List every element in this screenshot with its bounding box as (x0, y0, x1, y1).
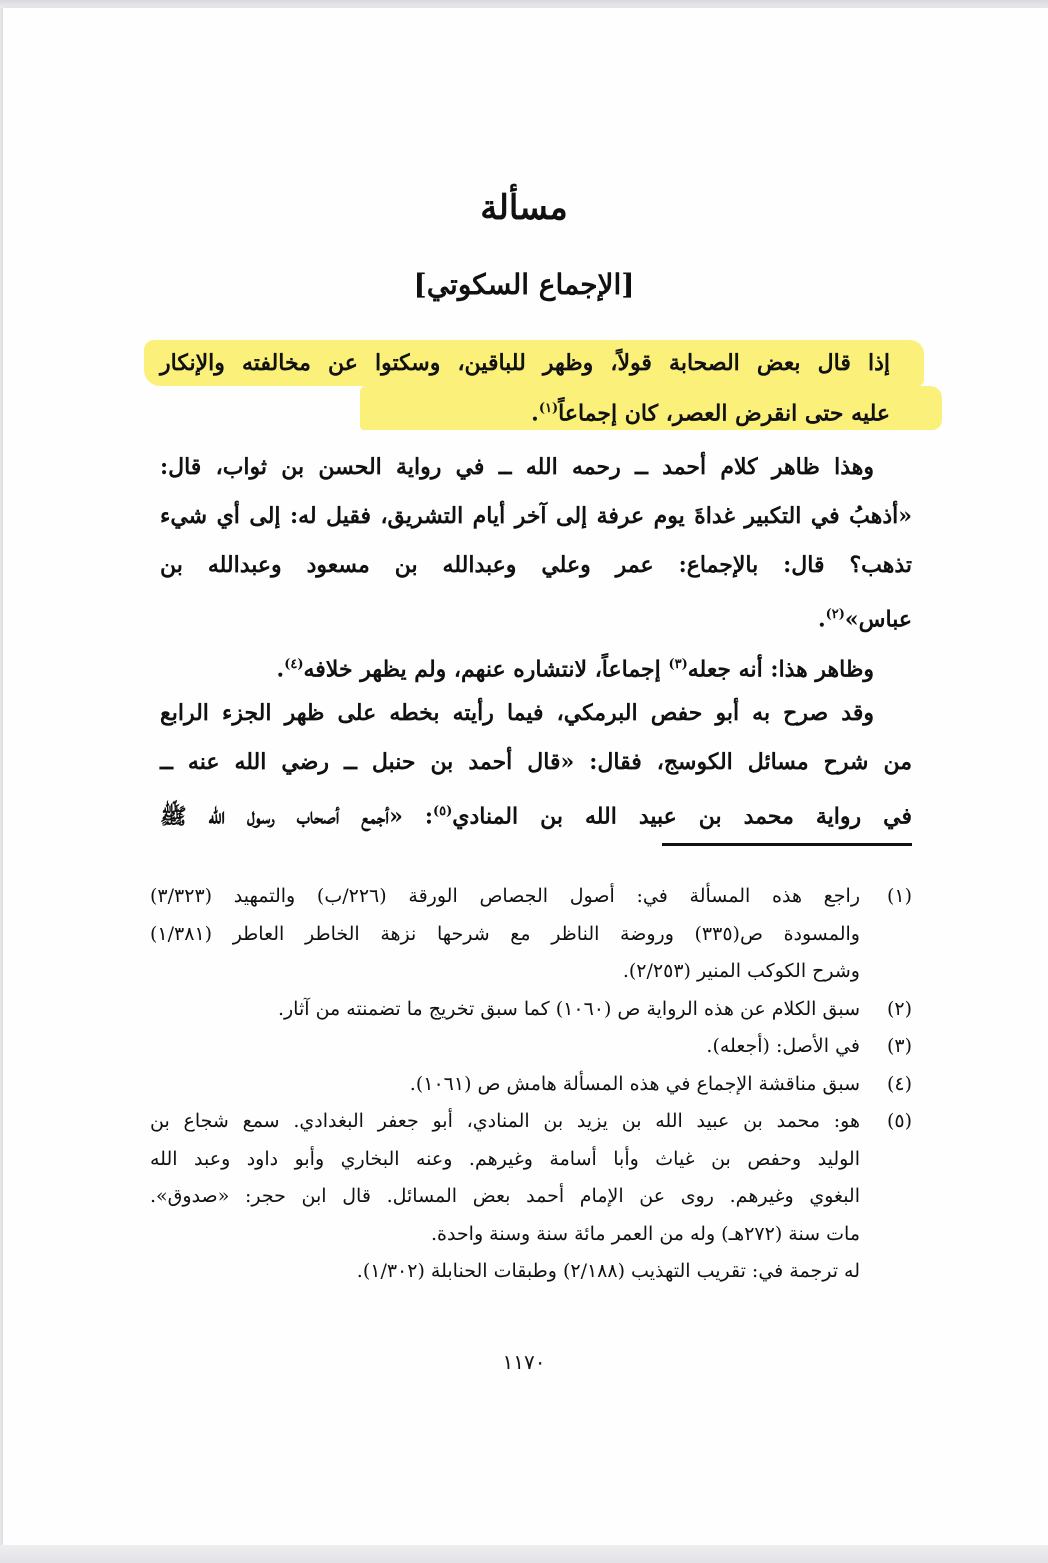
text-span: عليه حتى انقرض العصر، كان إجماعاً (558, 400, 890, 427)
period: . (276, 656, 285, 683)
footnote-ref: (٥) (432, 804, 453, 819)
viewer-bottom-edge (0, 1545, 1048, 1563)
footnote-2 (150, 991, 912, 1029)
text-span: وظاهر هذا: أنه جعله (687, 656, 874, 683)
footnote-number: (٢) (886, 997, 912, 1020)
footnote-body (150, 991, 860, 1029)
text-line: «أذهبُ في التكبير غداةَ يوم عرفة إلى آخر أيام التشريق، فقيل له: إلى أي شيء (160, 503, 912, 529)
footnote-ref: (١) (538, 401, 559, 416)
paragraph-1 (160, 443, 912, 644)
text-line: الوليد وحفص بن غياث وأبا أسامة وغيرهم. وعنه البخاري وأبو داود وعبد الله (150, 1147, 860, 1170)
highlighted-paragraph (160, 340, 890, 436)
text-line (160, 640, 912, 694)
footnote-separator (662, 843, 912, 846)
text-line (160, 590, 912, 644)
text-line (160, 787, 912, 841)
text-line (160, 386, 890, 436)
footnote-5-continued (150, 1253, 912, 1291)
paragraph-3 (160, 689, 912, 841)
text-line: وشرح الكوكب المنير (٢/٢٥٣). (622, 960, 860, 982)
footnote-body (150, 1253, 860, 1291)
footnotes (150, 878, 912, 1291)
text-span: : «أجمع أصحاب رسول الله ﷺ (160, 803, 433, 830)
text-line: سبق الكلام عن هذه الرواية ص (١٠٦٠) كما سبق تخريج ما تضمنته من آثار. (277, 997, 860, 1020)
text-line: والمسودة ص(٣٣٥) وروضة الناظر مع شرحها نزهة الخاطر العاطر (١/٣٨١) (150, 922, 860, 945)
text-span: عباس» (844, 606, 912, 633)
footnote-ref: (٣) (668, 657, 688, 672)
paragraph-2 (160, 640, 912, 694)
footnote-ref: (٢) (825, 607, 845, 622)
footnote-body (150, 878, 860, 991)
text-span: إجماعاً، لانتشاره عنهم، ولم يظهر خلافه (303, 656, 661, 683)
text-line: مات سنة (٢٧٢هـ) وله من العمر مائة سنة وسنة واحدة. (430, 1222, 860, 1245)
text-line: من شرح مسائل الكوسج، فقال: «قال أحمد بن حنبل ــ رضي الله عنه ــ (160, 749, 912, 775)
footnote-number: (٣) (886, 1035, 912, 1057)
period: . (531, 400, 539, 427)
text-line: راجع هذه المسألة في: أصول الجصاص الورقة (٢٢٦/ب) والتمهيد (٣/٣٢٣) (150, 885, 860, 907)
text-line: إذا قال بعض الصحابة قولاً، وظهر للباقين، وسكتوا عن مخالفته والإنكار (160, 350, 890, 376)
text-line: وهذا ظاهر كلام أحمد ــ رحمه الله ــ في رواية الحسن بن ثواب، قال: (160, 454, 874, 480)
footnote-body (150, 1103, 860, 1253)
footnote-ref: (٤) (284, 657, 304, 672)
section-subtitle: [الإجماع السكوتي] (413, 268, 635, 301)
footnote-body (150, 1066, 860, 1104)
text-line: وقد صرح به أبو حفص البرمكي، فيما رأيته بخطه على ظهر الجزء الرابع (160, 700, 874, 726)
period: . (817, 606, 826, 633)
footnote-number: (٥) (886, 1110, 912, 1132)
footnote-number: (٤) (886, 1072, 912, 1095)
viewer-top-edge (0, 0, 1048, 8)
text-line: في الأصل: (أجعله). (706, 1035, 860, 1057)
footnote-1 (150, 878, 912, 991)
text-span: في رواية محمد بن عبيد الله بن المنادي (452, 803, 912, 830)
footnote-4 (150, 1066, 912, 1104)
footnote-5 (150, 1103, 912, 1253)
text-line: سبق مناقشة الإجماع في هذه المسألة هامش ص (١٠٦١). (409, 1072, 860, 1095)
text-line: هو: محمد بن عبيد الله بن يزيد بن المنادي، أبو جعفر البغدادي. سمع شجاع بن (150, 1110, 860, 1132)
text-line: له ترجمة في: تقريب التهذيب (٢/١٨٨) وطبقات الحنابلة (١/٣٠٢). (356, 1260, 860, 1282)
footnote-body (150, 1028, 860, 1066)
page-number: ١١٧٠ (502, 1350, 546, 1374)
footnote-3 (150, 1028, 912, 1066)
footnote-number-blank (860, 1253, 912, 1291)
footnote-number: (١) (886, 885, 912, 907)
text-line: البغوي وغيرهم. روى عن الإمام أحمد بعض المسائل. قال ابن حجر: «صدوق». (150, 1185, 860, 1207)
text-line: تذهب؟ قال: بالإجماع: عمر وعلي وعبدالله بن مسعود وعبدالله بن (160, 552, 912, 578)
page-title: مسألة (480, 188, 568, 228)
